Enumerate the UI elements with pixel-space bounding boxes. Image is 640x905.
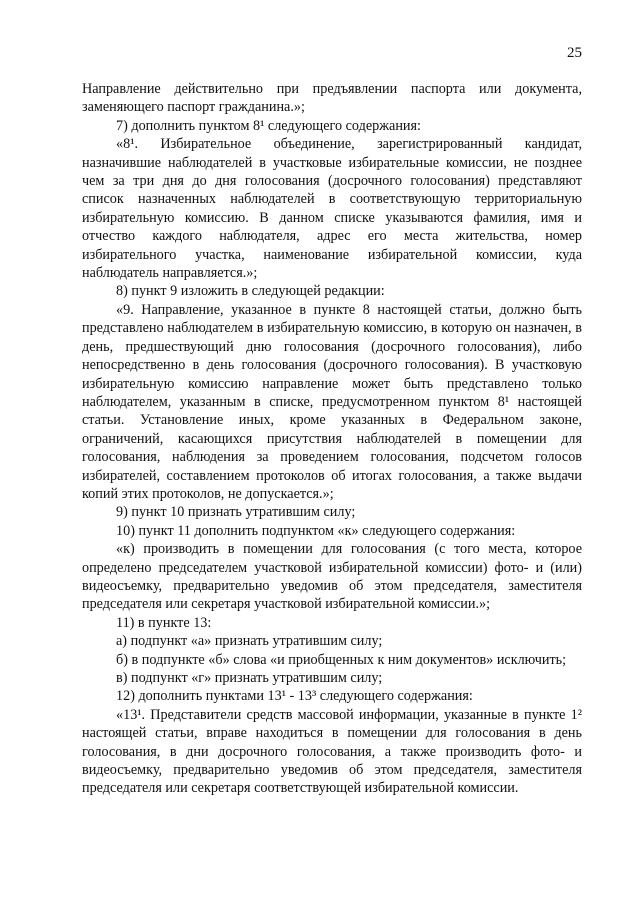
paragraph: 7) дополнить пунктом 8¹ следующего содержания: bbox=[116, 117, 421, 134]
paragraph: 9) пункт 10 признать утратившим силу; bbox=[116, 504, 356, 521]
document-body bbox=[82, 80, 582, 798]
page-number: 25 bbox=[567, 45, 582, 61]
paragraph: 8) пункт 9 изложить в следующей редакции: bbox=[116, 283, 385, 300]
paragraph: «13¹. Представители средств массовой информации, указанные в пункте 1² настоящей статьи, вправе находиться в помещении для голосования в день голосования, в дни досрочного голосования, а также производить фото- и видеосъемку, предварительно уведомив об этом председателя, заместителя председателя или секретаря соответствующей избирательной комиссии. bbox=[82, 706, 582, 797]
paragraph: Направление действительно при предъявлении паспорта или документа, заменяющего паспорт гражданина.»; bbox=[82, 81, 582, 116]
paragraph: «8¹. Избирательное объединение, зарегистрированный кандидат, назначившие наблюдателей в участковые избирательные комиссии, не позднее чем за три дня до дня голосования (досрочного голосования) представляют список назначенных наблюдателей в соответствующую территориальную избирательную комиссию. В данном списке указываются фамилия, имя и отчество каждого наблюдателя, адрес его места жительства, номер избирательного участка, наименование избирательной комиссии, куда наблюдатель направляется.»; bbox=[82, 136, 582, 282]
paragraph: 12) дополнить пунктами 13¹ - 13³ следующего содержания: bbox=[116, 688, 473, 705]
paragraph: б) в подпункте «б» слова «и приобщенных к ним документов» исключить; bbox=[116, 651, 567, 668]
paragraph: в) подпункт «г» признать утратившим силу; bbox=[116, 670, 383, 686]
paragraph: а) подпункт «а» признать утратившим силу; bbox=[116, 633, 383, 650]
paragraph: 11) в пункте 13: bbox=[116, 614, 212, 631]
paragraph: 10) пункт 11 дополнить подпунктом «к» следующего содержания: bbox=[116, 522, 516, 539]
paragraph: «к) производить в помещении для голосования (с того места, которое определено председателем участковой избирательной комиссии) фото- и (или) видеосъемку, предварительно уведомив об этом председателя, заместителя председателя или секретаря участковой избирательной комиссии.»; bbox=[82, 541, 582, 613]
paragraph: «9. Направление, указанное в пункте 8 настоящей статьи, должно быть представлено наблюдателем в избирательную комиссию, в которую он назначен, в день, предшествующий дню голосования (досрочного голосования), либо непосредственно в день голосования (досрочного голосования). В участковую избирательную комиссию направление может быть представлено только наблюдателем, указанным в списке, предусмотренном пунктом 8¹ настоящей статьи. Установление иных, кроме указанных в Федеральном законе, ограничений, касающихся присутствия наблюдателей в помещении для голосования, наблюдения за проведением голосования, подсчетом голосов избирателей, составлением протоколов об итогах голосования, а также выдачи копий этих протоколов, не допускается.»; bbox=[82, 301, 582, 502]
